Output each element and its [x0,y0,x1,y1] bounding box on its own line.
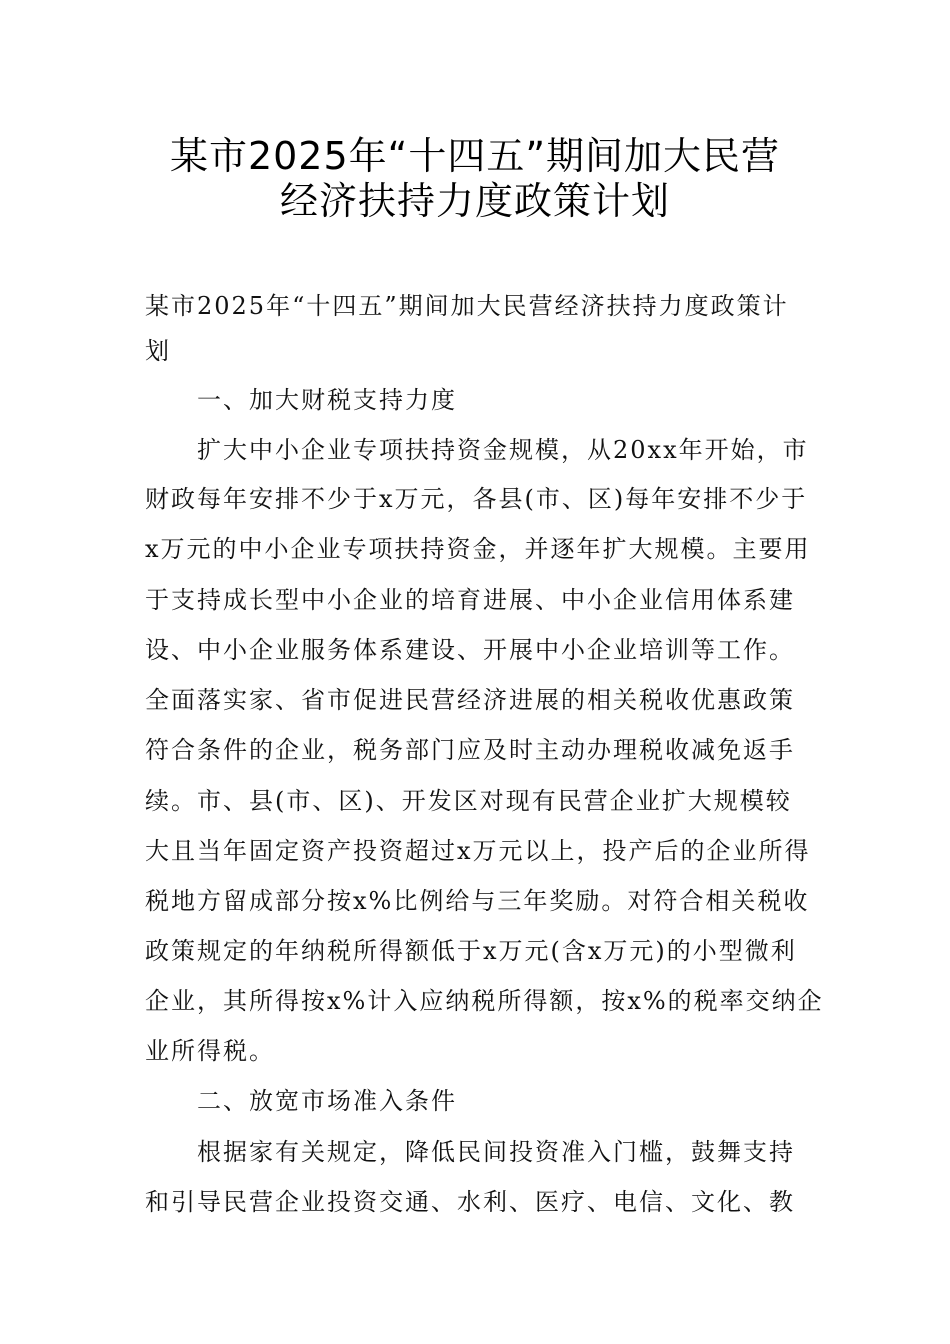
paragraph-line: 扩大中小企业专项扶持资金规模，从20xx年开始，市 [197,436,809,464]
paragraph-line: 于支持成长型中小企业的培育进展、中小企业信用体系建 [145,586,795,614]
paragraph-line: 全面落实家、省市促进民营经济进展的相关税收优惠政策 [145,686,795,714]
document-title-line-2: 经济扶持力度政策计划 [279,179,670,223]
paragraph-line: 大且当年固定资产投资超过x万元以上，投产后的企业所得 [145,837,811,865]
paragraph-line: 政策规定的年纳税所得额低于x万元(含x万元)的小型微利 [145,937,797,965]
paragraph-line: x万元的中小企业专项扶持资金，并逐年扩大规模。主要用 [145,535,811,563]
paragraph-line: 和引导民营企业投资交通、水利、医疗、电信、文化、教 [145,1188,795,1216]
paragraph-line: 符合条件的企业，税务部门应及时主动办理税收减免返手 [145,736,795,764]
section-heading-2: 二、放宽市场准入条件 [197,1087,457,1115]
document-title-line-1: 某市2025年“十四五”期间加大民营 [169,134,781,178]
paragraph-line: 业所得税。 [145,1037,275,1065]
paragraph-line: 财政每年安排不少于x万元，各县(市、区)每年安排不少于 [145,485,808,513]
paragraph-line: 续。市、县(市、区)、开发区对现有民营企业扩大规模较 [145,787,792,815]
paragraph-line: 根据家有关规定，降低民间投资准入门槛，鼓舞支持 [197,1138,795,1166]
section-heading-1: 一、加大财税支持力度 [197,386,457,414]
intro-title-line: 某市2025年“十四五”期间加大民营经济扶持力度政策计 [145,292,789,320]
paragraph-line: 税地方留成部分按x%比例给与三年奖励。对符合相关税收 [145,887,810,915]
paragraph-line: 企业，其所得按x%计入应纳税所得额，按x%的税率交纳企 [145,987,824,1015]
intro-title-line: 划 [145,337,171,365]
paragraph-line: 设、中小企业服务体系建设、开展中小企业培训等工作。 [145,636,795,664]
